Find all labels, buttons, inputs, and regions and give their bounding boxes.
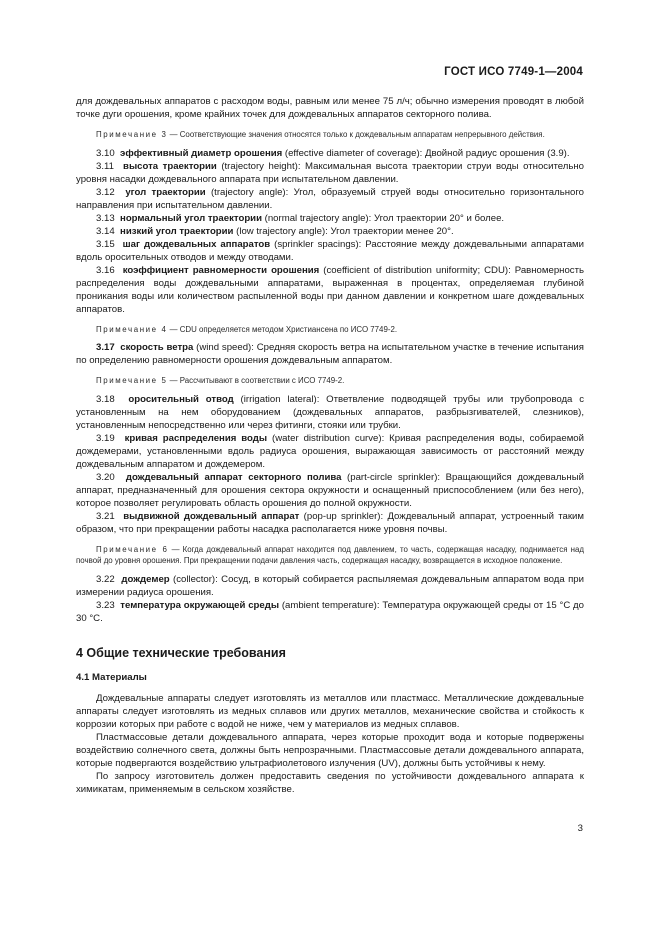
term-number: 3.14: [96, 225, 115, 237]
term-definition: (ambient temperature): Температура окружающей среды от 15 °С до 30 °С.: [76, 599, 584, 624]
term-3-10: [76, 147, 584, 160]
note-3: [76, 129, 584, 141]
note-label: Примечание 3: [96, 130, 168, 139]
intro-paragraph: для дождевальных аппаратов с расходом воды, равным или менее 75 л/ч; обычно измерения проводят в любой точке дуги орошения, кроме крайних точек для дождевальных аппаратов секторного полива.: [76, 96, 584, 120]
term-number: 3.17: [96, 342, 115, 353]
term-name: нормальный угол траектории: [120, 212, 262, 224]
term-name: эффективный диаметр орошения: [120, 147, 283, 159]
term-number: 3.13: [96, 212, 115, 224]
term-number: 3.19: [96, 432, 115, 444]
term-definition: (effective diameter of coverage): Двойной радиус орошения (3.9).: [282, 147, 570, 159]
term-3-23: [76, 599, 584, 625]
section-4-1-paragraph-2: Пластмассовые детали дождевального аппарата, через которые проходит вода и которые подвержены воздействию солнечного света, должны быть непрозрачными. Пластмассовые детали дождевального аппарата, которые подвергаются воздействию ультрафиолетового излучения (UV), должны быть устойчивы к нему.: [76, 731, 584, 769]
section-4-1-paragraph-3: По запросу изготовитель должен предоставить сведения по устойчивости дождевального аппарата к химикатам, применяемым в сельском хозяйстве.: [76, 770, 584, 795]
note-6: [76, 544, 584, 567]
term-3-12: [76, 186, 584, 212]
term-definition: (trajectory angle): Угол, образуемый струей воды относительно горизонтального направления при испытательном давлении.: [76, 186, 584, 211]
term-3-17: [76, 341, 584, 367]
term-3-15: [76, 238, 584, 264]
term-definition: (sprinkler spacings): Расстояние между дождевальными аппаратами вдоль оросительных отводов и между отводами.: [76, 238, 584, 263]
term-definition: (collector): Сосуд, в который собирается распыляемая дождевальным аппаратом вода при измерении радиуса орошения.: [76, 573, 584, 598]
term-number: 3.16: [96, 264, 115, 276]
term-3-14: [76, 225, 584, 238]
note-label: Примечание 5: [96, 376, 168, 385]
term-number: 3.10: [96, 147, 115, 159]
term-3-21: [76, 510, 584, 536]
note-text: — Рассчитывают в соответствии с ИСО 7749-2.: [167, 376, 345, 385]
term-definition: (pop-up sprinkler): Дождевальный аппарат, устроенный таким образом, что при прекращении работы насадка располагается ниже уровня почвы.: [76, 510, 584, 535]
term-definition: (trajectory height): Максимальная высота траектории струи воды относительно уровня насадки дождевального аппарата при испытательном давлении.: [76, 160, 584, 185]
page-content: [76, 95, 584, 796]
term-name: температура окружающей среды: [120, 599, 280, 611]
section-4-1-paragraph-1: Дождевальные аппараты следует изготовлять из металлов или пластмасс. Металлические дождевальные аппараты следует изготовлять из медных сплавов или других металлов, механические свойства и стойкость к коррозии которых при работе с водой не ниже, чем у материалов из медных сплавов.: [76, 692, 584, 730]
term-definition: (wind speed): Средняя скорость ветра на испытательном участке в течение испытания по определению равномерности орошения дождевальным аппаратом.: [76, 342, 584, 366]
page-number: 3: [577, 823, 583, 834]
term-name: дождевальный аппарат секторного полива: [125, 471, 342, 483]
term-name: высота траектории: [123, 160, 217, 172]
term-name: низкий угол траектории: [120, 225, 234, 237]
term-definition: (irrigation lateral): Ответвление подводящей трубы или трубопровода с установленным на нем оборудованием (дождевальных аппаратов, разбрызгивателей, слезников), установленным непосредственно или через фитинги, стояки или трубки.: [76, 393, 584, 431]
term-number: 3.18: [96, 393, 115, 405]
term-name: шаг дождевальных аппаратов: [122, 238, 271, 250]
term-number: 3.11: [96, 160, 114, 172]
term-name: выдвижной дождевальный аппарат: [123, 510, 300, 522]
note-text: — Соответствующие значения относятся только к дождевальным аппаратам непрерывного действия.: [167, 130, 545, 139]
term-name: скорость ветра: [120, 342, 194, 353]
note-4: [76, 324, 584, 336]
term-definition: (normal trajectory angle): Угол траектории 20° и более.: [261, 212, 505, 224]
term-3-19: [76, 432, 584, 471]
term-definition: (part-circle sprinkler): Вращающийся дождевальный аппарат, предназначенный для орошения сектора окружности и оснащенный приспособлением (или без него), которое позволяет регулировать область орошения до полной окружности.: [76, 471, 584, 509]
term-3-20: [76, 471, 584, 510]
section-4-heading: 4 Общие технические требования: [76, 645, 286, 660]
term-number: 3.21: [96, 510, 115, 522]
term-name: дождемер: [121, 573, 170, 585]
term-number: 3.20: [96, 471, 115, 483]
term-definition: (water distribution curve): Кривая распределения воды, собираемой дождемерами, установленными вдоль радиуса орошения, выражающая зависимость от расстояний между дождевальным аппаратом и дождемером.: [76, 432, 584, 470]
term-number: 3.22: [96, 573, 115, 585]
note-label: Примечание 4: [96, 324, 168, 334]
term-number: 3.12: [96, 186, 115, 198]
term-number: 3.15: [96, 238, 115, 250]
term-3-18: [76, 393, 584, 432]
term-name: кривая распределения воды: [124, 432, 268, 444]
subsection-4-1-heading: 4.1 Материалы: [76, 671, 147, 683]
term-3-11: [76, 160, 584, 186]
term-number: 3.23: [96, 599, 115, 611]
term-name: угол траектории: [125, 186, 206, 198]
note-label: Примечание 6: [96, 544, 169, 554]
term-3-22: [76, 573, 584, 599]
term-definition: (coefficient of distribution uniformity; CDU): Равномерность распределения воды дождевальными аппаратами, выраженная в процентах, определяемая глубиной проникания воды или количеством распыленной воды при данном давлении и конкретном шаге дождевальных аппаратов.: [76, 264, 584, 315]
term-definition: (low trajectory angle): Угол траектории менее 20°.: [233, 225, 454, 237]
term-3-13: [76, 212, 584, 225]
page-header-standard-code: ГОСТ ИСО 7749-1—2004: [444, 66, 583, 78]
note-5: [76, 375, 584, 387]
term-name: оросительный отвод: [128, 393, 234, 405]
term-name: коэффициент равномерности орошения: [122, 264, 320, 276]
term-3-16: [76, 264, 584, 316]
note-text: — Когда дождевальный аппарат находится под давлением, то часть, содержащая насадку, поднимается над почвой до уровня орошения. При прекращении подачи давления часть, содержащая насадку, возвращается в исходное положение.: [76, 544, 584, 565]
note-text: — CDU определяется методом Христиансена по ИСО 7749-2.: [167, 324, 398, 334]
